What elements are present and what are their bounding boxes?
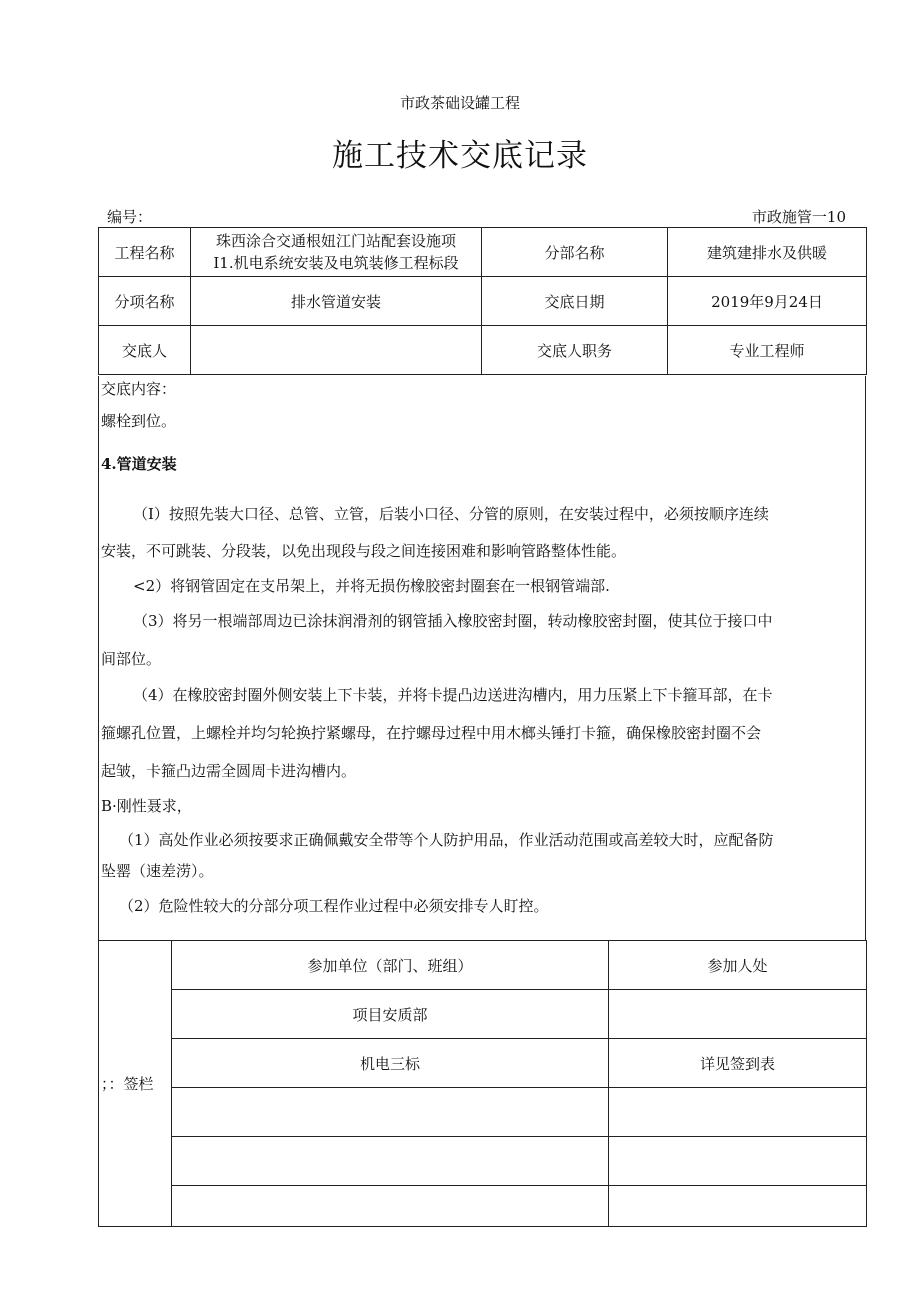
- signature-row: [99, 990, 867, 1039]
- signature-person[interactable]: [609, 1137, 867, 1186]
- division-value: 建筑建排水及供暖: [668, 228, 867, 277]
- content-line: （2）危险性较大的分部分项工程作业过程中必须安排专人盯控。: [119, 897, 549, 915]
- info-row-person: [99, 326, 867, 375]
- document-title: 施工技术交底记录: [332, 138, 588, 174]
- section-heading-rigid: B·刚性聂求，: [101, 797, 192, 815]
- person-value: [191, 326, 482, 375]
- project-name-line2: I1.机电系统安装及电筑装修工程标段: [213, 254, 459, 272]
- division-label: 分部名称: [482, 228, 668, 277]
- signature-header-row: [99, 941, 867, 990]
- signature-person[interactable]: [609, 1088, 867, 1137]
- signature-person[interactable]: [609, 1186, 867, 1227]
- signature-person[interactable]: 详见签到表: [609, 1039, 867, 1088]
- signature-unit: [172, 1088, 609, 1137]
- content-line: （1）高处作业必须按要求正确佩戴安全带等个人防护用品，作业活动范围或高差较大时，应配备防: [119, 831, 774, 849]
- content-line: <2）将钢管固定在支吊架上，并将无损伤橡胶密封圈套在一根钢管端部.: [133, 577, 610, 595]
- signature-unit: 机电三标: [172, 1039, 609, 1088]
- signature-unit: 项目安质部: [172, 990, 609, 1039]
- content-line: 螺栓到位。: [101, 412, 177, 430]
- signature-col-unit-header: 参加单位（部门、班组）: [172, 941, 609, 990]
- serial-number-label: 编号：: [107, 208, 153, 226]
- content-line: 间部位。: [101, 650, 162, 668]
- section-heading-pipe-install: 4.管道安装: [101, 455, 177, 473]
- item-label: 分项名称: [99, 277, 191, 326]
- signature-row: [99, 1186, 867, 1227]
- project-name-line1: 珠西涂合交通根妞江门站配套设施项: [215, 232, 456, 250]
- serial-number-value: 市政施管一10: [751, 208, 846, 226]
- position-label: 交底人职务: [482, 326, 668, 375]
- signature-table: [98, 940, 867, 1227]
- signature-unit: [172, 1186, 609, 1227]
- signature-side-label: ；：签栏: [99, 941, 172, 1227]
- content-line: 箍螺孔位置，上螺栓并均匀轮换拧紧螺母，在拧螺母过程中用木榔头锤打卡箍，确保橡胶密封圈不会: [101, 724, 762, 742]
- info-table: [98, 227, 867, 375]
- project-name-value: [191, 228, 482, 277]
- content-line: 坠罂（速差涝）。: [101, 862, 214, 880]
- signature-unit: [172, 1137, 609, 1186]
- signature-person[interactable]: [609, 990, 867, 1039]
- content-line: （3）将另一根端部周边已涂抹润滑剂的钢管插入橡胶密封圈，转动橡胶密封圈，使其位于接口中: [133, 612, 773, 630]
- content-heading: 交底内容：: [101, 380, 177, 398]
- person-label: 交底人: [99, 326, 191, 375]
- content-line: （I）按照先装大口径、总管、立管，后装小口径、分管的原则，在安装过程中，必须按顺序连续: [133, 505, 769, 523]
- content-section: [98, 376, 866, 940]
- date-label: 交底日期: [482, 277, 668, 326]
- signature-col-person-header: 参加人处: [609, 941, 867, 990]
- date-value: 2019年9月24日: [668, 277, 867, 326]
- content-line: 起皱，卡箍凸边需全圆周卡进沟槽内。: [101, 762, 357, 780]
- info-row-project: [99, 228, 867, 277]
- project-name-label: 工程名称: [99, 228, 191, 277]
- signature-row: [99, 1137, 867, 1186]
- signature-row: [99, 1088, 867, 1137]
- item-value: 排水管道安装: [191, 277, 482, 326]
- signature-row: [99, 1039, 867, 1088]
- content-line: 安装，不可跳装、分段装，以免出现段与段之间连接困难和影响管路整体性能。: [101, 542, 627, 560]
- content-line: （4）在橡胶密封圈外侧安装上下卡装，并将卡提凸边送进沟槽内，用力压紧上下卡箍耳部，在卡: [133, 686, 773, 704]
- position-value: 专业工程师: [668, 326, 867, 375]
- document-subtitle: 市政茶础设罐工程: [399, 94, 520, 112]
- info-row-item: [99, 277, 867, 326]
